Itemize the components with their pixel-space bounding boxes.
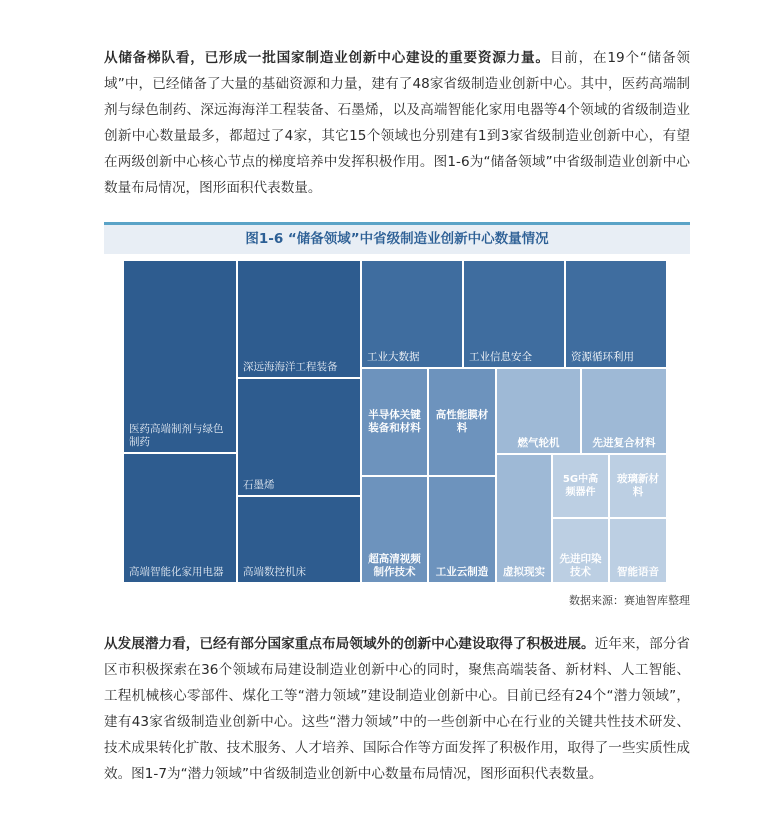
- cell-label: 高端数控机床: [243, 566, 306, 578]
- cell-label: 先进复合材料: [592, 437, 656, 449]
- cell-label: 半导体关键装备和材料: [368, 409, 421, 434]
- cell-label: 资源循环利用: [571, 351, 634, 363]
- treemap-cell: [463, 260, 565, 368]
- cell-label: 燃气轮机: [517, 437, 560, 449]
- cell-label: 工业大数据: [367, 351, 420, 363]
- paragraph-reserve-tier: [104, 45, 690, 201]
- treemap-chart: [123, 260, 667, 583]
- paragraph-lead: 从储备梯队看，已形成一批国家制造业创新中心建设的重要资源力量。: [104, 50, 550, 66]
- treemap-cell: [609, 454, 667, 518]
- paragraph-body: 目前，在19个“储备领域”中，已经储备了大量的基础资源和力量，建有了48家省级制造业创新中心。其中，医药高端制剂与绿色制药、深远海海洋工程装备、石墨烯，以及高端智能化家用电器等4个领域的省级制造业创新中心数量最多，都超过了4家，其它15个领域也分别建有1到3家省级制造业创新中心，有望在两级创新中心核心节点的梯度培养中发挥积极作用。图1-6为“储备领域”中省级制造业创新中心数量布局情况，图形面积代表数量。: [104, 50, 691, 196]
- cell-label: 玻璃新材料: [617, 473, 659, 498]
- paragraph-body: 近年来，部分省区市积极探索在36个领域布局建设制造业创新中心的同时，聚焦高端装备、新材料、人工智能、工程机械核心零部件、煤化工等“潜力领域”建设制造业创新中心。目前已经有24个“潜力领域”，建有43家省级制造业创新中心。这些“潜力领域”中的一些创新中心在行业的关键共性技术研发、技术成果转化扩散、技术服务、人才培养、国际合作等方面发挥了积极作用，取得了一些实质性成效。图1-7为“潜力领域”中省级制造业创新中心数量布局情况，图形面积代表数量。: [104, 636, 691, 782]
- treemap-cell: [552, 454, 609, 518]
- treemap-cell: [565, 260, 667, 368]
- cell-label: 智能语音: [617, 566, 659, 578]
- cell-label: 工业云制造: [435, 566, 489, 578]
- treemap-cell: [361, 368, 428, 476]
- treemap-cell: [237, 496, 361, 583]
- cell-label: 高性能膜材料: [435, 409, 489, 434]
- cell-label: 高端智能化家用电器: [129, 566, 224, 578]
- treemap-cell: [237, 378, 361, 496]
- treemap-cell: [552, 518, 609, 583]
- treemap-cell: [123, 260, 237, 453]
- treemap-cell: [361, 476, 428, 583]
- treemap-cell: [428, 368, 496, 476]
- treemap-cell: [609, 518, 667, 583]
- treemap-cell: [496, 454, 552, 583]
- cell-label: 石墨烯: [243, 479, 275, 491]
- cell-label: 工业信息安全: [469, 351, 532, 363]
- treemap-cell: [361, 260, 463, 368]
- treemap-cell: [581, 368, 667, 454]
- cell-label: 虚拟现实: [503, 566, 545, 578]
- paragraph-potential-tier: [104, 631, 690, 787]
- cell-label: 医药高端制剂与绿色制药: [129, 423, 224, 448]
- treemap-cell: [237, 260, 361, 378]
- treemap-cell: [123, 453, 237, 583]
- cell-label: 深远海海洋工程装备: [243, 361, 338, 373]
- cell-label: 先进印染技术: [559, 553, 602, 578]
- data-source: 数据来源：赛迪智库整理: [569, 594, 690, 607]
- treemap-cell: [428, 476, 496, 583]
- treemap-cell: [496, 368, 581, 454]
- paragraph-lead: 从发展潜力看，已经有部分国家重点布局领域外的创新中心建设取得了积极进展。: [104, 636, 595, 652]
- cell-label: 超高清视频制作技术: [368, 553, 421, 578]
- cell-label: 5G中高频器件: [562, 474, 599, 498]
- figure-title: 图1-6 “储备领域”中省级制造业创新中心数量情况: [104, 222, 690, 254]
